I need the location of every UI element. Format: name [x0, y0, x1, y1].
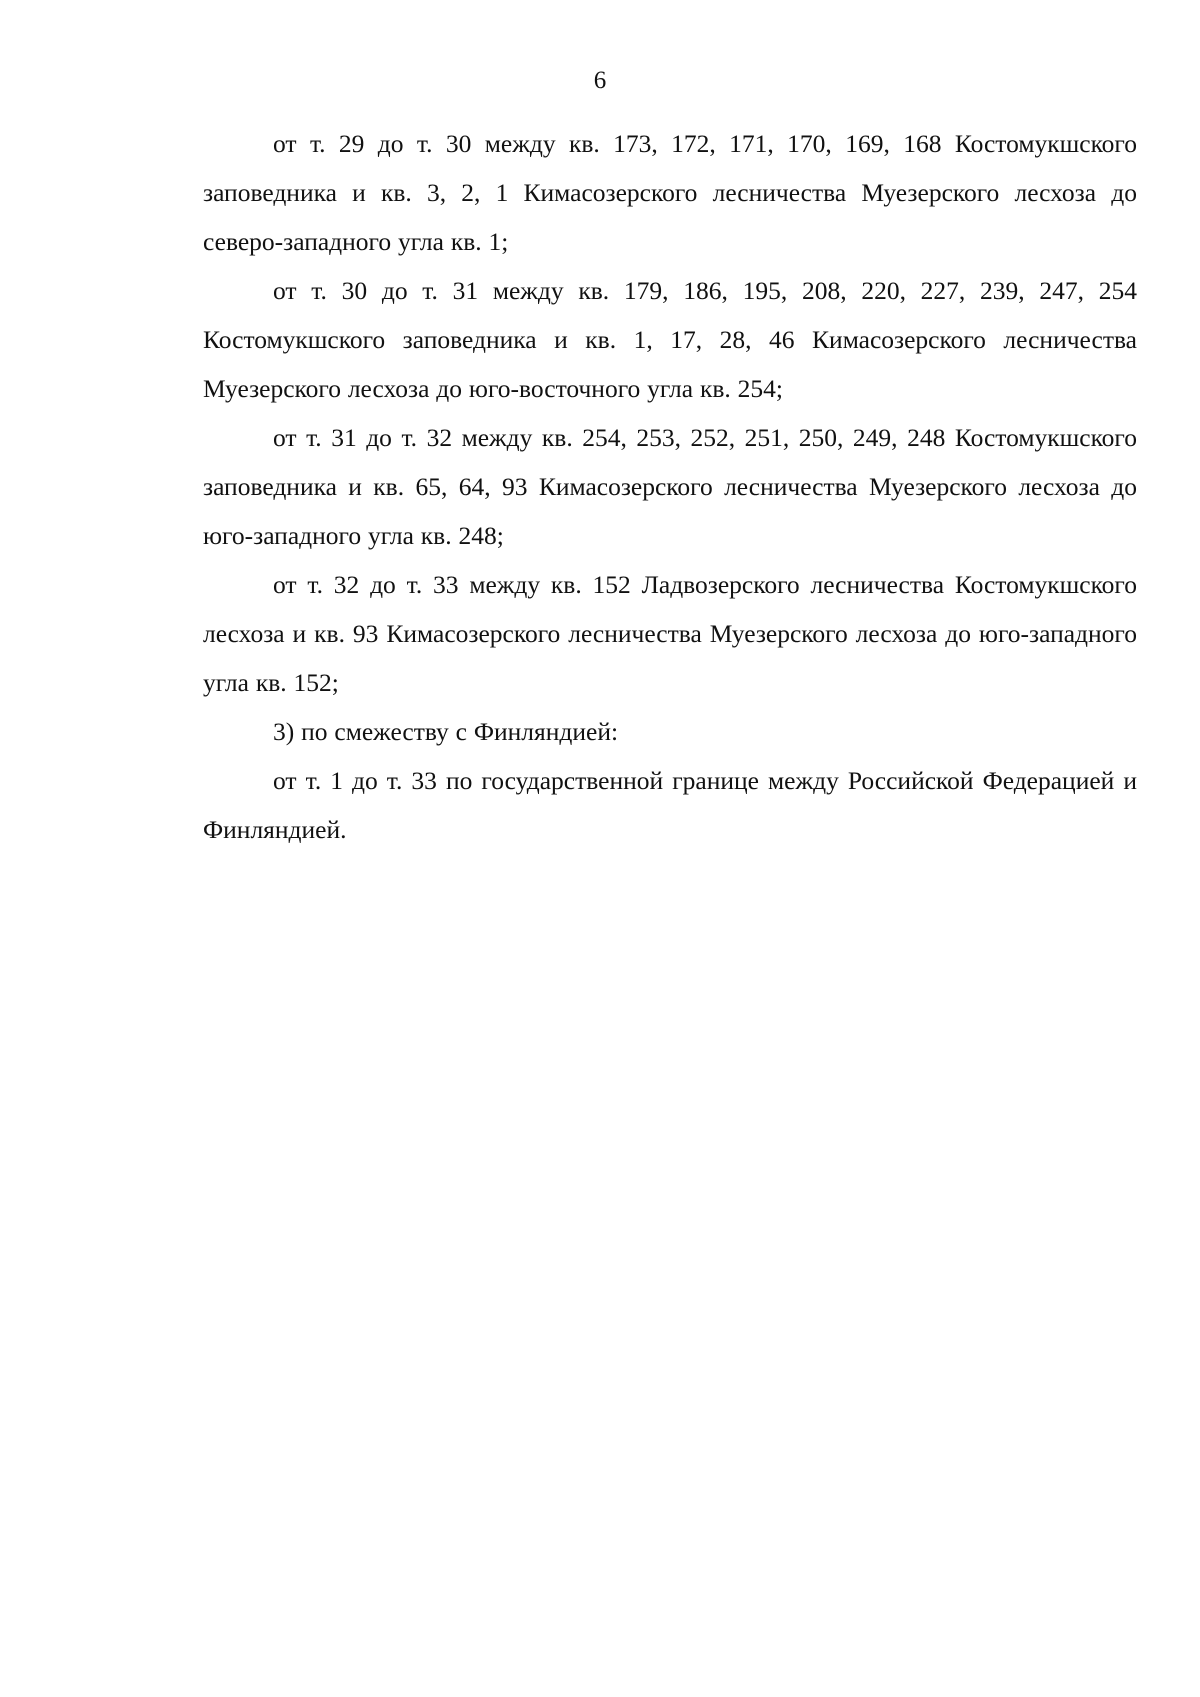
document-body — [203, 119, 1137, 854]
paragraph-boundary-32-33: от т. 32 до т. 33 между кв. 152 Ладвозерского лесничества Костомукшского лесхоза и кв. 93 Кимасозерского лесничества Муезерского лесхоза до юго-западного угла кв. 152; — [203, 570, 1137, 697]
section-heading-finland: 3) по смежеству с Финляндией: — [273, 717, 619, 746]
paragraph-state-border: от т. 1 до т. 33 по государственной границе между Российской Федерацией и Финляндией. — [203, 766, 1137, 844]
paragraph-boundary-31-32: от т. 31 до т. 32 между кв. 254, 253, 252, 251, 250, 249, 248 Костомукшского заповедника и кв. 65, 64, 93 Кимасозерского лесничества Муезерского лесхоза до юго-западного угла кв. 248; — [203, 423, 1137, 550]
paragraph-boundary-30-31: от т. 30 до т. 31 между кв. 179, 186, 195, 208, 220, 227, 239, 247, 254 Костомукшского заповедника и кв. 1, 17, 28, 46 Кимасозерского лесничества Муезерского лесхоза до юго-восточного угла кв. 254; — [203, 276, 1137, 403]
page-number: 6 — [593, 67, 607, 94]
paragraph-boundary-29-30: от т. 29 до т. 30 между кв. 173, 172, 171, 170, 169, 168 Костомукшского заповедника и кв. 3, 2, 1 Кимасозерского лесничества Муезерского лесхоза до северо-западного угла кв. 1; — [203, 129, 1137, 256]
